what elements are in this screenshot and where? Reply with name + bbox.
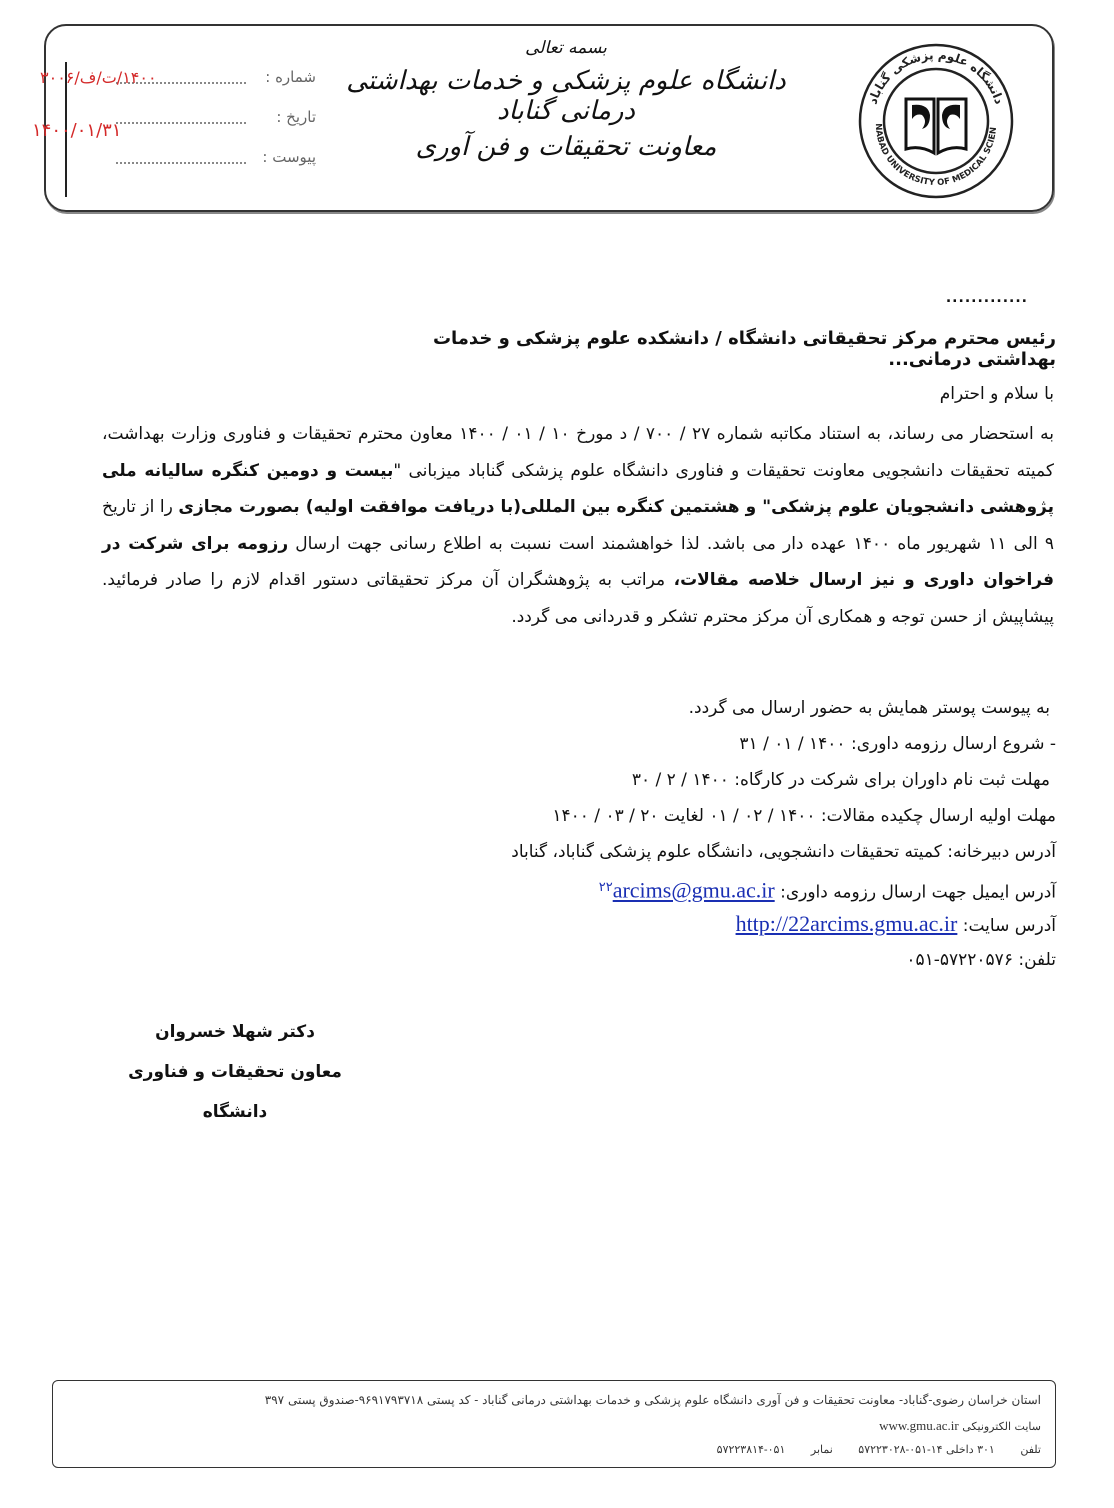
footnote-marker: ۲۲ [598,880,613,895]
paragraph-text: به استحضار می رساند، به استناد مکاتبه شماره ۲۷ / ۷۰۰ / د مورخ ۱۰ / ۰۱ / ۱۴۰۰ معاون محترم تحقیقات و فناوری وزارت بهداشت، کمیته تحقیقات دانشجویی معاونت تحقیقات و فناوری دانشگاه علوم پزشکی گناباد میزبانی " [102,424,1054,481]
footer-fax-label: نمابر [810,1443,833,1456]
website-link[interactable]: http://22arcims.gmu.ac.ir [735,911,958,936]
signatory-name: دکتر شهلا خسروان [155,1022,315,1042]
phone-label: تلفن: [1018,950,1056,970]
letterhead [32,24,1054,212]
attachment-label: پیوست : [262,148,316,166]
footer-phone-label: تلفن [1020,1443,1041,1456]
abstract-deadline-line [256,798,1056,834]
number-label: شماره : [265,68,316,86]
letter-footer [52,1380,1056,1468]
email-link[interactable]: arcims@gmu.ac.ir [612,877,775,903]
attachment-field [76,148,316,170]
resume-start-line [256,726,1056,762]
footer-website [879,1418,1041,1434]
paragraph-bold-text: رزومه برای شرکت در فراخوان داوری و نیز ارسال خلاصه مقالات، [102,533,1054,590]
footer-address: استان خراسان رضوی-گناباد- معاونت تحقیقات و فن آوری دانشگاه علوم پزشکی و خدمات بهداشتی درمانی گناباد - کد پستی ۹۶۹۱۷۹۳۷۱۸-صندوق پستی ۳۹۷ [264,1393,1041,1407]
letterhead-title [346,34,786,204]
resume-start-label: - شروع ارسال رزومه داوری: [850,734,1056,754]
greeting: با سلام و احترام [939,384,1054,404]
seal-text-bottom: NABAD UNIVERSITY OF MEDICAL SCIEN [872,123,1000,189]
resume-start-value: ۱۴۰۰ / ۰۱ / ۳۱ [739,734,846,754]
poster-note-text: به پیوست پوستر همایش به حضور ارسال می گردد. [688,698,1050,718]
signature-block [100,1012,370,1122]
letter-number-value: ۱۴۰۰/ت/ف/۳۰۰۶ [40,68,157,87]
footer-website-label: سایت الکترونیکی [962,1420,1041,1433]
svg-text:دانشگاه علوم پزشکی گناباد [866,48,1007,106]
secretariat-label: آدرس دبیرخانه: [947,842,1056,862]
abstract-deadline-label: مهلت اولیه ارسال چکیده مقالات: [820,806,1056,826]
secretariat-value: کمیته تحقیقات دانشجویی، دانشگاه علوم پزشکی گناباد، گناباد [511,842,942,862]
email-label: آدرس ایمیل جهت ارسال رزومه داوری: [780,882,1056,903]
letter-date-value: ۱۴۰۰/۰۱/۳۱ [32,120,122,141]
workshop-deadline-value: ۱۴۰۰ / ۲ / ۳۰ [631,770,729,790]
dotted-line [116,112,246,124]
bismillah: بسمه تعالی [525,38,607,58]
secretariat-line [256,834,1056,870]
paragraph-text: مراتب به پژوهشگران آن مرکز تحقیقاتی دستور اقدام لازم را صادر فرمائید. پیشاپیش از حسن توجه و همکاری آن مرکز محترم تشکر و قدردانی می گردد. [102,570,1054,627]
phone-value: ۰۵۱-۵۷۲۲۰۵۷۶ [906,950,1013,970]
addressee-placeholder: ............. [945,290,1028,306]
email-line [256,870,1056,906]
paragraph-bold-text: بیست و دومین کنگره سالیانه ملی پژوهشی دانشجویان علوم پزشکی" و هشتمین کنگره بین المللی(با دریافت موافقت اولیه) بصورت مجازی [102,460,1054,517]
poster-note [256,690,1056,726]
university-name: دانشگاه علوم پزشکی و خدمات بهداشتی درمانی گناباد [346,66,786,126]
letter-body-paragraph [102,416,1054,635]
footer-contact [695,1443,1041,1456]
website-line [256,906,1056,942]
conference-info-list [256,690,1056,978]
abstract-deadline-value: ۱۴۰۰ / ۰۲ / ۰۱ لغایت ۲۰ / ۰۳ / ۱۴۰۰ [552,806,816,826]
website-label: آدرس سایت: [962,916,1056,936]
seal-text-top: دانشگاه علوم پزشکی گناباد [865,47,1007,106]
letter-meta [32,62,326,202]
footer-website-value[interactable]: www.gmu.ac.ir [879,1418,959,1433]
workshop-deadline-line [256,762,1056,798]
footer-phone-value: ۳۰۱ داخلی ۱۴-۰۵۱-۵۷۲۲۳۰۲۸ [858,1443,995,1456]
paragraph-text: را از تاریخ ۹ الی ۱۱ شهریور ماه ۱۴۰۰ عهده دار می باشد. لذا خواهشمند است نسبت به اطلاع رسانی جهت ارسال [102,497,1054,554]
footer-fax-value: ۰۵۱-۵۷۲۲۳۸۱۴ [716,1443,786,1456]
dotted-line [116,152,246,164]
phone-line [256,942,1056,978]
department-name: معاونت تحقیقات و فن آوری [415,132,717,162]
date-label: تاریخ : [276,108,316,126]
university-seal-icon [856,41,1016,201]
recipient-line: رئیس محترم مرکز تحقیقاتی دانشگاه / دانشکده علوم پزشکی و خدمات بهداشتی درمانی... [432,328,1056,370]
workshop-deadline-label: مهلت ثبت نام داوران برای شرکت در کارگاه: [734,770,1050,790]
signatory-title: معاون تحقیقات و فناوری دانشگاه [128,1062,342,1122]
